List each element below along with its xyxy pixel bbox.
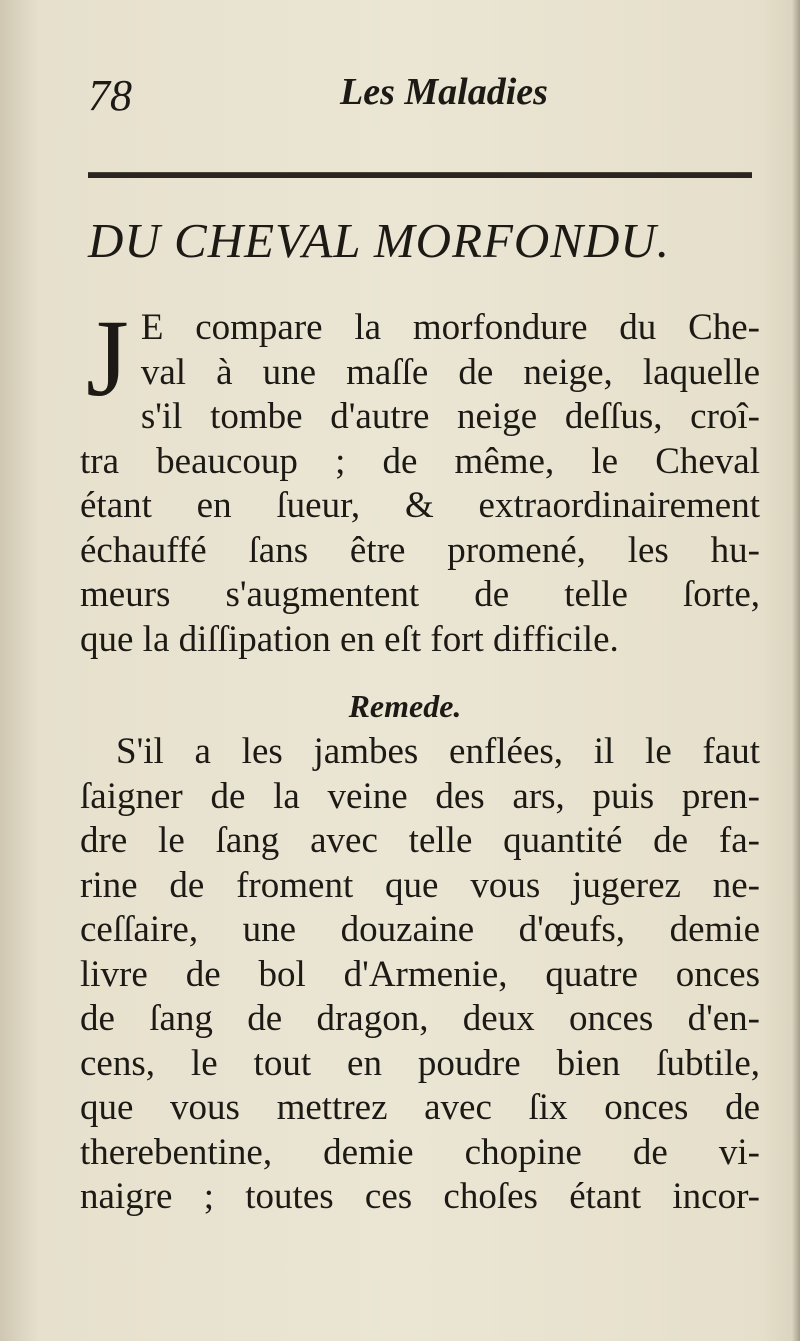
text-line: ſaigner de la veine des ars, puis pren-: [80, 775, 760, 817]
text-line: meurs s'augmentent de telle ſorte,: [80, 574, 760, 615]
text-line: étant en ſueur, & extraordinairement: [80, 485, 760, 526]
text-line: rine de froment que vous jugerez ne-: [80, 864, 760, 906]
text-line: échauffé ſans être promené, les hu-: [80, 529, 760, 571]
drop-cap: J: [86, 297, 129, 419]
text-line: naigre ; toutes ces choſes étant incor-: [80, 1176, 760, 1217]
page-edge-shadow: [792, 0, 800, 1341]
text-line: dre le ſang avec telle quantité de fa-: [80, 820, 760, 861]
text-line: livre de bol d'Armenie, quatre onces: [80, 953, 760, 995]
page-header: [88, 70, 748, 130]
page-number: 78: [88, 71, 132, 120]
section-heading: Remede.: [348, 688, 462, 724]
text-line: que la diſſipation en eſt fort difficile.: [80, 618, 619, 660]
text-line: s'il tombe d'autre neige deſſus, croî-: [140, 396, 760, 437]
remedy-paragraph: [80, 730, 760, 1220]
text-line: de ſang de dragon, deux onces d'en-: [80, 998, 760, 1039]
text-line: E compare la morfondure du Che-: [140, 307, 760, 348]
text-line: S'il a les jambes enflées, il le faut: [116, 731, 760, 772]
header-rule: [88, 172, 752, 178]
running-head: Les Maladies: [340, 71, 548, 113]
chapter-title: DU CHEVAL MORFONDU.: [88, 213, 671, 268]
text-line: ceſſaire, une douzaine d'œufs, demie: [80, 909, 760, 950]
text-line: therebentine, demie chopine de vi-: [80, 1131, 760, 1173]
intro-paragraph: [80, 297, 760, 662]
text-line: val à une maſſe de neige, laquelle: [140, 351, 760, 393]
text-line: tra beaucoup ; de même, le Cheval: [80, 440, 760, 482]
text-line: que vous mettrez avec ſix onces de: [80, 1087, 760, 1128]
text-line: cens, le tout en poudre bien ſubtile,: [80, 1042, 760, 1084]
